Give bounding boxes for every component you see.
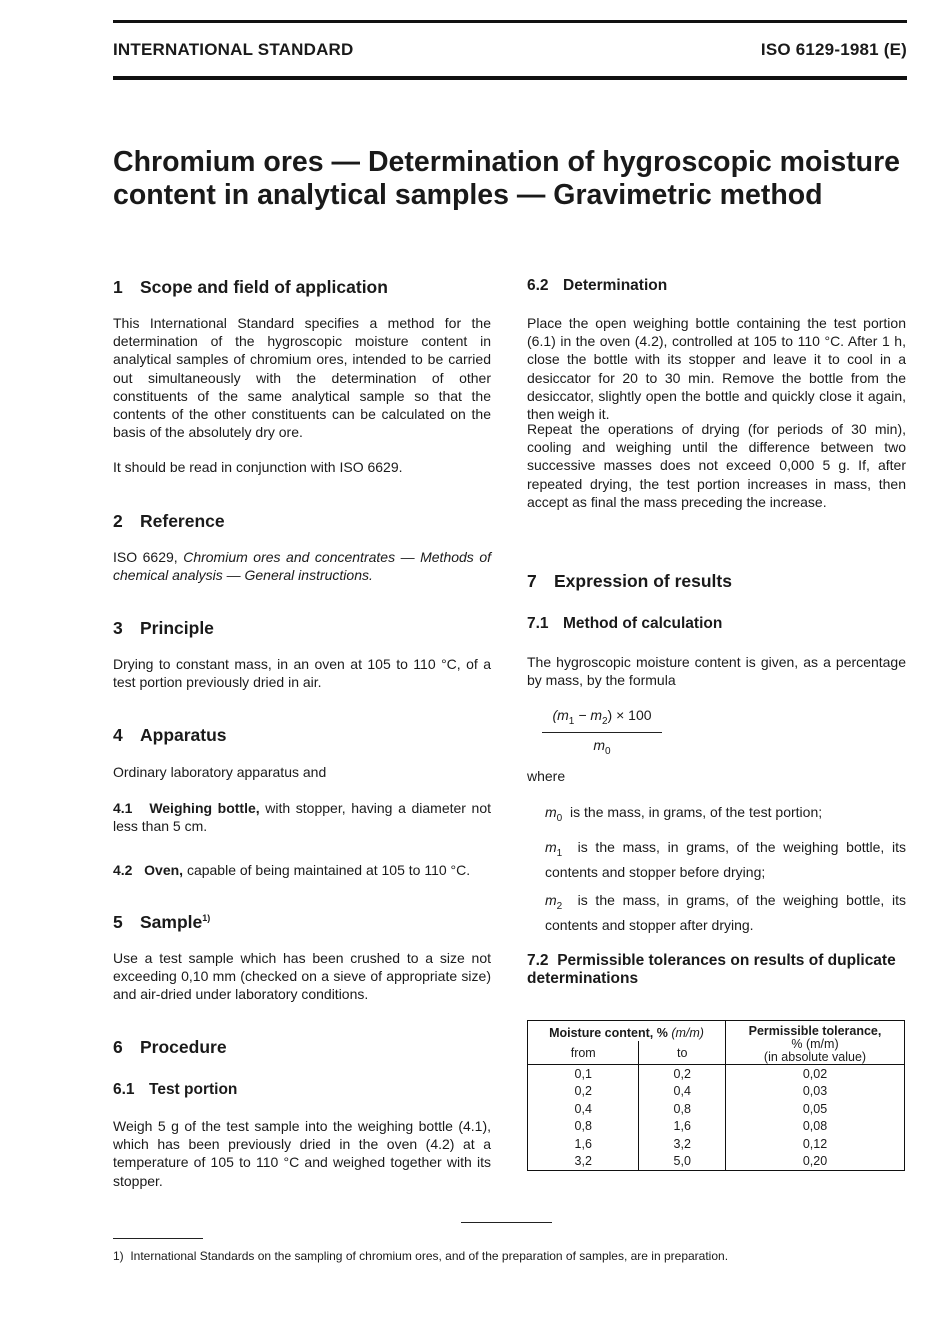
section-1-paragraph-2: It should be read in conjunction with ISO 6629. bbox=[113, 459, 403, 475]
section-6-2-paragraph-2: Repeat the operations of drying (for periods of 30 min), cooling and weighing until the difference between two successive masses does not exceed 0,000 5 g. If, after repeated drying, the test portion increases in mass, then accept as final the mass preceding the increase. bbox=[527, 421, 906, 510]
table-cell-from: 0,1 bbox=[574, 1066, 592, 1081]
table-cell-to: 0,2 bbox=[639, 1065, 726, 1083]
table-cell-to: 1,6 bbox=[639, 1118, 726, 1136]
table-row bbox=[528, 1083, 905, 1101]
section-3-paragraph: Drying to constant mass, in an oven at 105 to 110 °C, of a test portion previously dried in air. bbox=[113, 656, 491, 691]
section-7-1-heading: 7.1 Method of calculation bbox=[527, 615, 723, 632]
section-6-1-paragraph: Weigh 5 g of the test sample into the weighing bottle (4.1), which has been previously dried in the oven (4.2) at a temperature of 105 to 110 °C and weighed together with its stopper. bbox=[113, 1118, 491, 1189]
footnote-rule bbox=[113, 1238, 203, 1239]
section-6-heading: 6 Procedure bbox=[113, 1037, 227, 1057]
section-6-2-heading: 6.2 Determination bbox=[527, 277, 668, 294]
section-7-1-paragraph: The hygroscopic moisture content is given, as a percentage by mass, by the formula bbox=[527, 654, 906, 689]
header-to: to bbox=[639, 1041, 726, 1064]
footnote-reference-mark: 1) bbox=[202, 913, 211, 924]
section-6-2-paragraph-1: Place the open weighing bottle containing the test portion (6.1) in the oven (4.2), controlled at 105 to 110 °C. After 1 h, close the bottle with its stopper and leave it to cool in a desiccator for 20 to 30 min. Remove the bottle from the desiccator, slightly open the bottle and quickly close it again, then weigh it. bbox=[527, 315, 906, 423]
table-cell-from: 0,4 bbox=[574, 1101, 592, 1116]
table-cell-tol: 0,12 bbox=[726, 1135, 905, 1153]
table-cell-tol: 0,03 bbox=[726, 1083, 905, 1101]
table-cell-tol: 0,05 bbox=[726, 1100, 905, 1118]
header-standard-label: INTERNATIONAL STANDARD bbox=[113, 40, 354, 59]
table-cell-from: 0,2 bbox=[574, 1084, 592, 1099]
title-line-2: content in analytical samples — Gravimetric method bbox=[113, 179, 823, 211]
header-top-rule bbox=[113, 20, 907, 23]
table-cell-to: 0,4 bbox=[639, 1083, 726, 1101]
table-row bbox=[528, 1135, 905, 1153]
footnote-separator bbox=[461, 1222, 552, 1223]
header-permissible-tolerance: Permissible tolerance, % (m/m) (in absolute value) bbox=[726, 1021, 905, 1065]
section-5-heading: 5 Sample$^{1)}$ bbox=[113, 912, 211, 932]
table-cell-tol: 0,20 bbox=[726, 1153, 905, 1171]
tolerance-table bbox=[527, 1020, 905, 1171]
table-row bbox=[528, 1118, 905, 1136]
header-from: from bbox=[528, 1041, 639, 1064]
formula-numerator: $(m_1 - m_2) \times 100$ bbox=[552, 707, 652, 727]
table-cell-from: 1,6 bbox=[574, 1136, 592, 1151]
document-title bbox=[113, 146, 913, 212]
header-document-number: ISO 6129-1981 (E) bbox=[760, 40, 907, 59]
table-header-row-1 bbox=[528, 1021, 905, 1042]
table-cell-to: 5,0 bbox=[639, 1153, 726, 1171]
section-1-paragraph-1: This International Standard specifies a method for the determination of the hygroscopic moisture content in analytical samples of chromium ores, intended to be carried out simultaneously with the determination of other constituents of the same analytical sample so that the contents of the other constituents can be calculated on the basis of the absolutely dry ore. bbox=[113, 315, 491, 441]
definition-m2: $m_2$ is the mass, in grams, of the weighing bottle, its contents and stopper after drying. bbox=[545, 892, 906, 933]
table-cell-from: 0,8 bbox=[574, 1119, 592, 1134]
definition-m1: $m_1$ is the mass, in grams, of the weighing bottle, its contents and stopper before drying; bbox=[545, 839, 906, 880]
tolerance-table-body bbox=[528, 1065, 905, 1171]
section-3-heading: 3 Principle bbox=[113, 618, 214, 638]
where-label: where bbox=[527, 768, 566, 784]
header-bottom-rule bbox=[113, 76, 907, 80]
table-cell-to: 3,2 bbox=[639, 1135, 726, 1153]
section-2-heading: 2 Reference bbox=[113, 511, 225, 531]
apparatus-item-4-1: 4.1 Weighing bottle, with stopper, having a diameter not less than 5 cm. bbox=[113, 800, 492, 835]
table-cell-tol: 0,08 bbox=[726, 1118, 905, 1136]
apparatus-item-4-2: 4.2 Oven, capable of being maintained at 105 to 110 °C. bbox=[113, 862, 471, 878]
section-5-paragraph: Use a test sample which has been crushed to a size not exceeding 0,10 mm (checked on a sieve of appropriate size) and air-dried under laboratory conditions. bbox=[113, 950, 491, 1003]
formula-fraction-bar bbox=[542, 732, 662, 733]
table-cell-to: 0,8 bbox=[639, 1100, 726, 1118]
section-1-heading: 1 Scope and field of application bbox=[113, 277, 388, 297]
table-row bbox=[528, 1153, 905, 1171]
section-4-heading: 4 Apparatus bbox=[113, 725, 227, 745]
section-4-paragraph: Ordinary laboratory apparatus and bbox=[113, 764, 327, 780]
section-2-reference: ISO 6629, Chromium ores and concentrates — Methods of chemical analysis — General instructions. bbox=[113, 549, 492, 584]
table-cell-from: 3,2 bbox=[574, 1154, 592, 1169]
section-7-2-heading: 7.2 Permissible tolerances on results of duplicate determinations bbox=[527, 952, 896, 987]
formula-denominator: $m_0$ bbox=[593, 736, 611, 757]
table-row bbox=[528, 1065, 905, 1083]
moisture-formula bbox=[542, 707, 662, 757]
section-7-heading: 7 Expression of results bbox=[527, 571, 732, 591]
table-cell-tol: 0,02 bbox=[726, 1065, 905, 1083]
section-6-1-heading: 6.1 Test portion bbox=[113, 1081, 238, 1098]
header-moisture-content: Moisture content, % (m/m) bbox=[549, 1026, 704, 1041]
definition-m0: $m_0$ is the mass, in grams, of the test portion; bbox=[545, 804, 823, 824]
footnote: 1) International Standards on the sampling of chromium ores, and of the preparation of samples, are in preparation. bbox=[113, 1249, 729, 1263]
title-line-1: Chromium ores — Determination of hygroscopic moisture bbox=[113, 146, 901, 178]
table-row bbox=[528, 1100, 905, 1118]
